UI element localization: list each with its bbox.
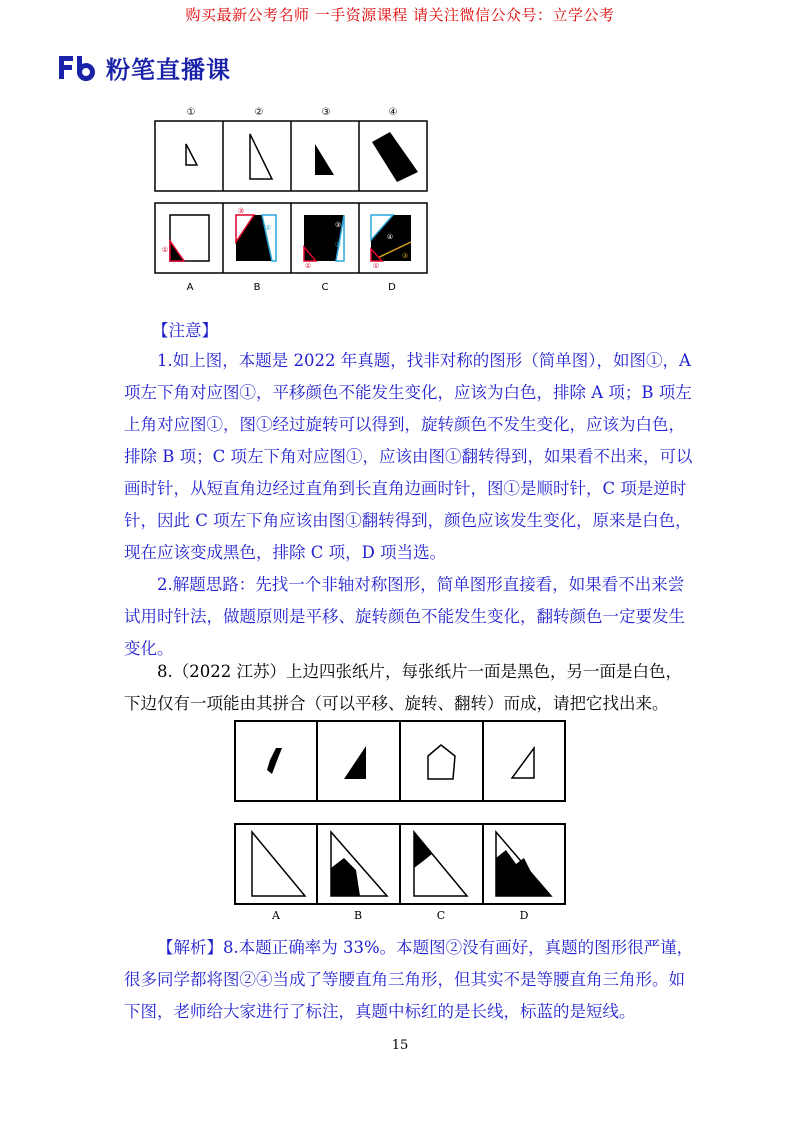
fig2-option-a: A	[272, 909, 280, 922]
fig2-option-b: B	[353, 909, 363, 922]
fig1-piece-4	[372, 132, 418, 182]
fig1-piece-3	[315, 144, 334, 175]
figure-2-puzzle	[232, 718, 568, 928]
fig1-label-4: ④	[388, 107, 398, 118]
figure-1-puzzle	[150, 102, 432, 297]
fig1-option-d: D	[388, 282, 396, 293]
fig1-mark-d3: ③	[401, 252, 409, 260]
fig1-mark-c2: ②	[334, 241, 342, 249]
fig1-option-b: B	[253, 282, 261, 293]
question-8-text: 8.（2022 江苏）上边四张纸片，每张纸片一面是黑色，另一面是白色，下边仅有一项能由其拼合（可以平移、旋转、翻转）而成，请把它找出来。	[124, 662, 682, 713]
fig1-mark-a1: ①	[161, 246, 169, 254]
analysis-paragraph: 【解析】8.本题正确率为 33%。本题图②没有画好，真题的图形很严谨，很多同学都将图②④当成了等腰直角三角形，但其实不是等腰直角三角形。如下图，老师给大家进行了标注，真题中标红的是长线，标蓝的是短线。	[124, 938, 694, 1021]
fig1-label-2: ②	[254, 107, 264, 118]
fig1-label-1: ①	[186, 107, 196, 118]
fig1-option-c: C	[321, 282, 329, 293]
fig1-piece-2	[250, 134, 272, 179]
promo-banner: 购买最新公考名师 一手资源课程 请关注微信公众号：立学公考	[185, 6, 615, 24]
fig1-mark-d1: ①	[372, 262, 380, 270]
fig2-piece-4	[512, 748, 534, 778]
fig1-mark-b3: ③	[237, 207, 245, 215]
fig1-mark-d4: ④	[386, 233, 394, 241]
note-heading: 【注意】	[152, 321, 218, 340]
brand-logo	[56, 50, 231, 84]
fig2-option-c: C	[436, 909, 446, 922]
fig1-mark-b2: ②	[264, 224, 272, 232]
fig2-option-d: D	[519, 909, 529, 922]
note-paragraph-1: 1.如上图，本题是 2022 年真题，找非对称的图形（简单图），如图①，A 项左下角对应图①，平移颜色不能发生变化，应该为白色，排除 A 项；B 项左上角对应图①，图①经过旋转可以得到，旋转颜色不发生变化，应该为白色，排除 B 项；C 项左下角对应图①，应该由图①翻转得到，如果看不出来，可以画时针，从短直角边经过直角到长直角边画时针，图①是顺时针，C 项是逆时针，因此 C 项左下角应该由图①翻转得到，颜色应该发生变化，原来是白色，现在应该变成黑色，排除 C 项，D 项当选。	[124, 351, 693, 562]
fig2-piece-1	[267, 748, 282, 774]
fig1-mark-c1: ①	[304, 262, 312, 270]
fig1-mark-c3: ③	[334, 221, 342, 229]
fenbi-logo-icon	[56, 52, 100, 82]
option-a-triangle	[252, 832, 305, 896]
page-number: 15	[391, 1038, 409, 1053]
note-paragraph-2: 2.解题思路：先找一个非轴对称图形，简单图形直接看，如果看不出来尝试用时针法，做题原则是平移、旋转颜色不能发生变化，翻转颜色一定要发生变化。	[124, 575, 685, 658]
logo-text: 粉笔直播课	[106, 55, 231, 84]
fig2-piece-2	[344, 746, 366, 779]
fig1-piece-1	[186, 144, 197, 165]
fig1-option-a: A	[186, 282, 194, 293]
fig2-piece-3	[428, 745, 455, 779]
fig1-label-3: ③	[321, 107, 331, 118]
